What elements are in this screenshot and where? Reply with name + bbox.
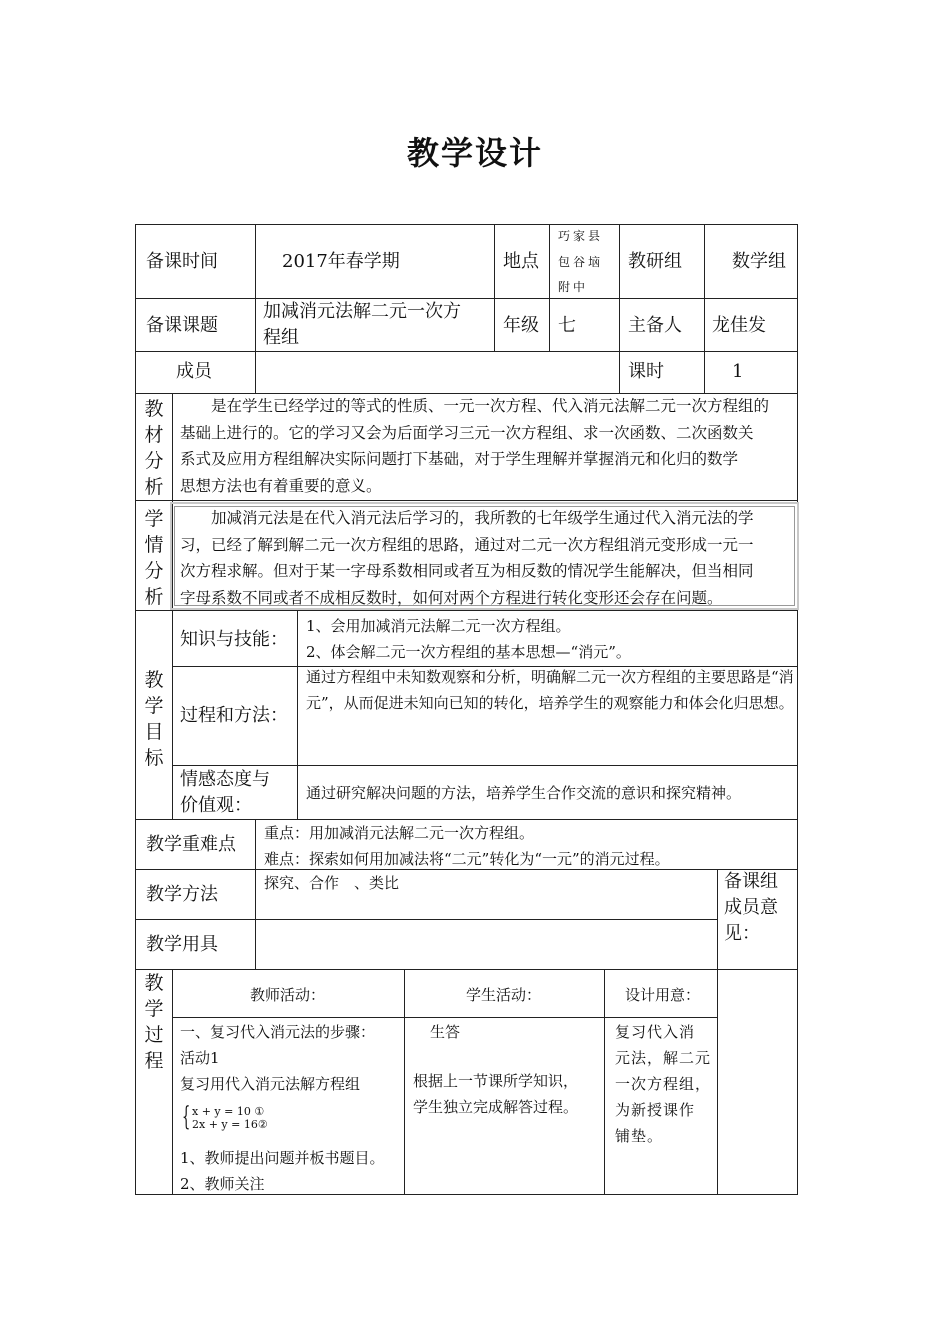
teacher-activity-text-more: 1、教师提出问题并板书题目。 2、教师关注 <box>180 1149 385 1193</box>
emotion-values-label: 情感态度与 价值观： <box>180 769 270 816</box>
topic-label: 备课课题 <box>146 315 218 336</box>
page-title: 教学设计 <box>406 134 543 172</box>
key-points-text: 重点：用加减消元法解二元一次方程组。 难点：探索如何用加减法将“二元”转化为“一元”的消元过程。 <box>264 824 670 868</box>
prep-time-value: 2017年春学期 <box>282 251 400 272</box>
place-value-line1: 巧家县 <box>558 229 604 243</box>
process-methods-label: 过程和方法： <box>180 705 288 726</box>
student-activity-text: 根据上一节课所学知识， 学生独立完成解答过程。 <box>413 1072 579 1116</box>
grade-label: 年级 <box>503 315 539 336</box>
topic-value-line2: 程组 <box>263 327 299 348</box>
period-label: 课时 <box>628 361 664 382</box>
equation-1: x + y = 10 ① <box>192 1105 265 1118</box>
teacher-activity-text: 一、复习代入消元法的步骤： 活动1 复习用代入消元法解方程组 <box>180 1023 376 1093</box>
group-opinion-label: 备课组 成员意 见： <box>724 871 778 944</box>
knowledge-skills-text: 1、会用加减消元法解二元一次方程组。 2、体会解二元一次方程组的基本思想—“消元”。 <box>306 617 631 661</box>
place-value-line3: 附中 <box>558 280 589 294</box>
lead-teacher-label: 主备人 <box>628 315 682 336</box>
student-answer-text: 生答 <box>430 1023 461 1041</box>
teaching-goals-label: 教 学 目 标 <box>144 669 164 769</box>
teaching-method-label: 教学方法 <box>146 884 218 905</box>
research-group-value: 数学组 <box>732 251 786 272</box>
knowledge-skills-label: 知识与技能： <box>180 629 288 650</box>
research-group-label: 教研组 <box>628 251 682 272</box>
place-label: 地点 <box>503 251 539 272</box>
topic-value-line1: 加减消元法解二元一次方 <box>263 301 461 322</box>
design-intent-header: 设计用意： <box>625 986 701 1004</box>
student-analysis-label: 学 情 分 析 <box>144 508 164 608</box>
members-label: 成员 <box>176 361 212 382</box>
process-methods-text: 通过方程组中未知数观察和分析，明确解二元一次方程组的主要思路是“消 元”，从而促进未知向已知的转化，培养学生的观察能力和体会化归思想。 <box>306 668 794 712</box>
design-intent-text: 复习代入消 元法，解二元 一次方程组， 为新授课作 铺垫。 <box>615 1023 712 1145</box>
material-analysis-text: 是在学生已经学过的等式的性质、一元一次方程、代入消元法解二元一次方程组的 基础上进行的。它的学习又会为后面学习三元一次方程组、求一次函数、二次函数关 系式及应用方程组解决实际问题打下基础，对于学生理解并掌握消元和化归的数学 思想方法也有着重要的意义。 <box>180 397 770 495</box>
equation-2: 2x + y = 16② <box>192 1118 268 1131</box>
material-analysis-label: 教 材 分 析 <box>144 398 164 498</box>
teacher-activity-header: 教师活动： <box>250 986 326 1004</box>
student-activity-header: 学生活动： <box>466 986 542 1004</box>
teaching-method-value: 探究、合作 、类比 <box>264 874 400 892</box>
key-points-label: 教学重难点 <box>146 834 236 855</box>
emotion-values-text: 通过研究解决问题的方法，培养学生合作交流的意识和探究精神。 <box>306 784 742 802</box>
student-analysis-text: 加减消元法是在代入消元法后学习的，我所教的七年级学生通过代入消元法的学 习，已经了解到解二元一次方程组的思路，通过对二元一次方程组消元变形成一元一 次方程求解。但对于某一字母系数相同或者互为相反数的情况学生能解决，但当相同 字母系数不同或者不成相反数时，如何对两个方程进行转化变形还会存在问题。 <box>180 509 754 607</box>
grade-value: 七 <box>558 315 576 336</box>
teaching-tools-label: 教学用具 <box>146 934 218 955</box>
prep-time-label: 备课时间 <box>146 251 218 272</box>
lead-teacher-value: 龙佳发 <box>712 315 766 336</box>
place-value-line2: 包谷垴 <box>558 255 604 269</box>
teaching-process-label: 教 学 过 程 <box>144 972 164 1072</box>
period-value: 1 <box>732 361 744 382</box>
brace-icon: { <box>182 1102 191 1132</box>
